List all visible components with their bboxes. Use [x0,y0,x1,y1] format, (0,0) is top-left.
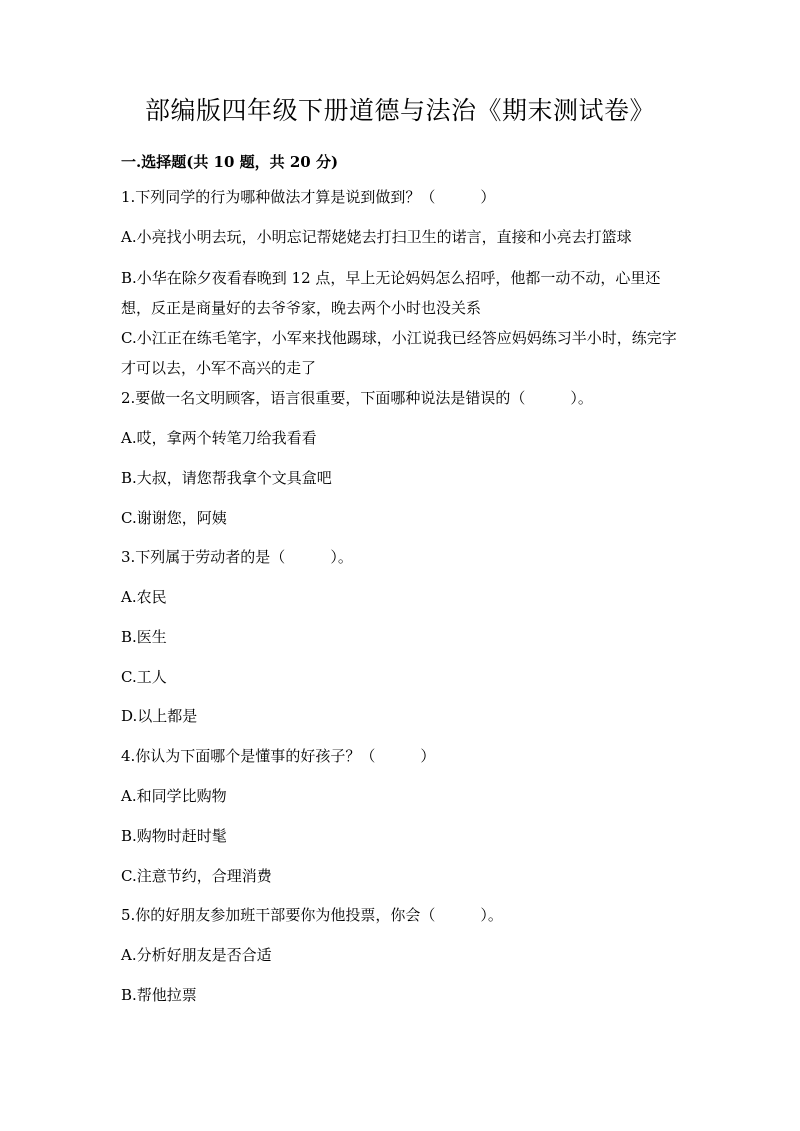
page-title: 部编版四年级下册道德与法治《期末测试卷》 [144,96,655,125]
question-5-stem: 5.你的好朋友参加班干部要你为他投票，你会（ ）。 [121,906,503,924]
question-1-option-a: A.小亮找小明去玩，小明忘记帮姥姥去打扫卫生的诺言，直接和小亮去打篮球 [121,228,632,246]
question-1-option-b: B.小华在除夕夜看春晚到 12 点，早上无论妈妈怎么招呼，他都一动不动，心里还想，反正是商量好的去爷爷家，晚去两个小时也没关系 [121,269,661,317]
question-4-option-b: B.购物时赶时髦 [121,827,227,845]
question-3-option-a: A.农民 [121,588,167,606]
question-3-stem: 3.下列属于劳动者的是（ ）。 [121,548,353,566]
question-3-option-c: C.工人 [121,668,167,686]
question-4-option-a: A.和同学比购物 [121,787,227,805]
question-5-option-a: A.分析好朋友是否合适 [121,946,272,964]
question-4-stem: 4.你认为下面哪个是懂事的好孩子？（ ） [121,747,436,765]
question-5-option-b: B.帮他拉票 [121,986,197,1004]
question-3-option-b: B.医生 [121,628,167,646]
question-1-option-c: C.小江正在练毛笔字，小军来找他踢球，小江说我已经答应妈妈练习半小时，练完字才可以去，小军不高兴的走了 [121,329,677,377]
question-2-option-a: A.哎，拿两个转笔刀给我看看 [121,429,317,447]
question-2-option-c: C.谢谢您，阿姨 [121,509,227,527]
question-2-option-b: B.大叔，请您帮我拿个文具盒吧 [121,469,332,487]
section-heading: 一.选择题(共 10 题，共 20 分) [121,153,339,171]
question-3-option-d: D.以上都是 [121,707,198,725]
question-1-stem: 1.下列同学的行为哪种做法才算是说到做到？（ ） [121,188,496,206]
question-4-option-c: C.注意节约，合理消费 [121,867,272,885]
question-2-stem: 2.要做一名文明顾客，语言很重要，下面哪种说法是错误的（ ）。 [121,389,593,407]
